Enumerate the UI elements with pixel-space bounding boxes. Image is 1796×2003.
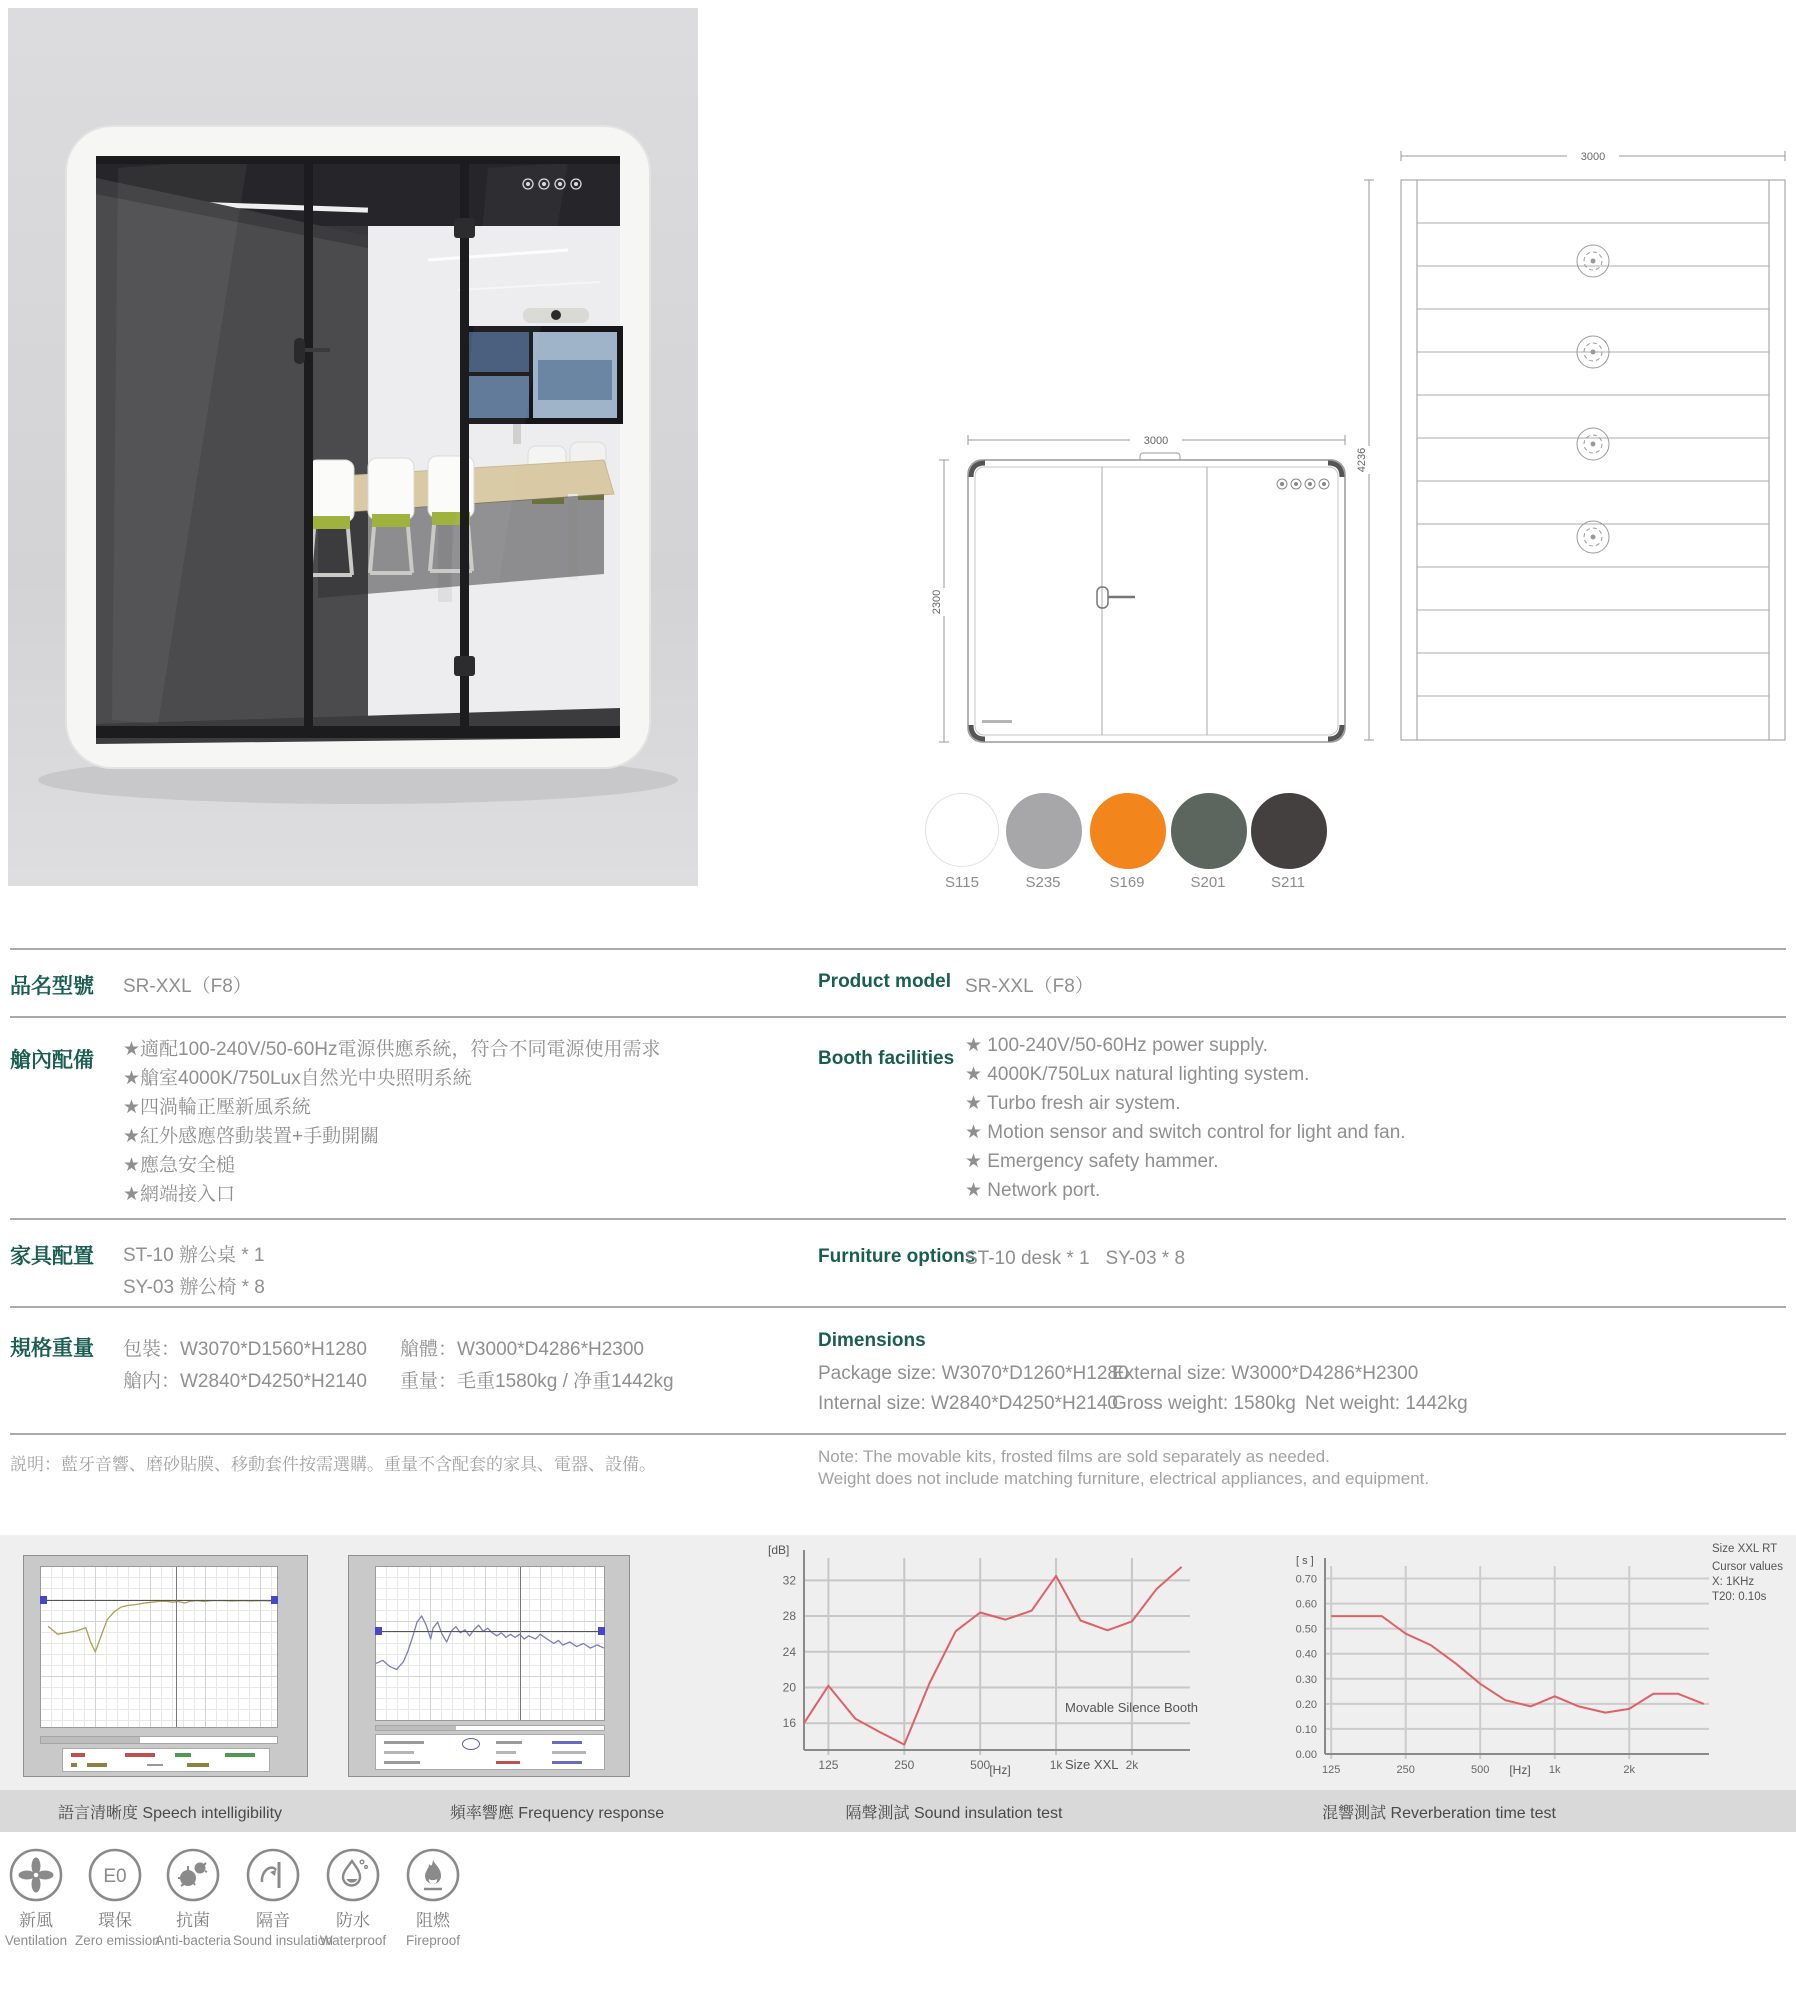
svg-text:2k: 2k — [1125, 1758, 1139, 1772]
facility-item: ★ 100-240V/50-60Hz power supply. — [965, 1035, 1268, 1056]
model-label-zh: 品名型號 — [10, 975, 94, 998]
y-axis-title: [ s ] — [1296, 1555, 1314, 1567]
front-view-drawing — [930, 420, 1360, 750]
cursor-marker — [40, 1596, 47, 1604]
v-cursor — [176, 1567, 177, 1727]
top-depth-dim: 4236 — [1356, 447, 1368, 473]
svg-text:0.50: 0.50 — [1295, 1623, 1317, 1636]
svg-text:500: 500 — [970, 1758, 991, 1772]
fireproof-icon — [406, 1848, 460, 1902]
h-cursor — [41, 1600, 277, 1601]
caption-bar — [0, 1790, 1796, 1832]
svg-text:0.60: 0.60 — [1295, 1598, 1317, 1611]
note-zh: 説明：藍牙音響、磨砂貼膜、移動套件按需選購。重量不含配套的家具、電器、設備。 — [10, 1455, 656, 1474]
dimensions-label-en: Dimensions — [818, 1330, 926, 1351]
furniture-label-en: Furniture options — [818, 1246, 976, 1267]
svg-text:1k: 1k — [1049, 1758, 1063, 1772]
x-axis-title: [Hz] — [1509, 1763, 1531, 1777]
divider — [10, 1433, 1786, 1435]
svg-text:0.20: 0.20 — [1295, 1698, 1317, 1711]
furniture-value-en: ST-10 desk * 1 SY-03 * 8 — [965, 1248, 1186, 1269]
swatch-s235 — [1006, 793, 1082, 869]
cursor-marker — [375, 1627, 382, 1635]
external-size-en: External size: W3000*D4286*H2300 — [1112, 1363, 1419, 1384]
svg-text:0.30: 0.30 — [1295, 1673, 1317, 1686]
model-value-zh: SR-XXL（F8） — [123, 976, 252, 997]
model-value-en: SR-XXL（F8） — [965, 976, 1094, 997]
svg-text:28: 28 — [782, 1609, 796, 1624]
facilities-label-en: Booth facilities — [818, 1048, 955, 1069]
furniture-item: SY-03 辦公椅 * 8 — [123, 1277, 265, 1298]
facilities-list-en — [965, 1034, 1406, 1208]
waterproof-icon — [326, 1848, 380, 1902]
svg-text:E0: E0 — [103, 1866, 127, 1887]
svg-text:2k: 2k — [1623, 1764, 1636, 1776]
badge-sound-insulation: 隔音 Sound insulation — [233, 1848, 313, 1948]
svg-text:24: 24 — [782, 1644, 796, 1659]
badge-waterproof: 防水 Waterproof — [313, 1848, 393, 1948]
caption-speech: 語言清晰度 Speech intelligibility — [57, 1805, 283, 1822]
sound-insulation-icon — [246, 1848, 300, 1902]
cursor-marker — [598, 1627, 605, 1635]
swatch-label: S201 — [1190, 874, 1226, 891]
gross-weight-en: Gross weight: 1580kg — [1112, 1393, 1296, 1414]
divider — [10, 1016, 1786, 1018]
cursor-marker — [271, 1596, 278, 1604]
svg-text:125: 125 — [1322, 1764, 1341, 1776]
swatch-label: S169 — [1109, 874, 1145, 891]
divider — [10, 1218, 1786, 1220]
logo-oval — [462, 1738, 480, 1750]
facilities-list-zh — [123, 1034, 661, 1208]
note-en-2: Weight does not include matching furniture, electrical appliances, and equipment. — [818, 1469, 1430, 1488]
fan-icon — [9, 1848, 63, 1902]
chart-legend — [62, 1748, 270, 1772]
caption-reverberation: 混響測試 Reverberation time test — [1322, 1805, 1556, 1822]
furniture-label-zh: 家具配置 — [10, 1245, 94, 1268]
swatch-label: S115 — [945, 874, 979, 891]
divider — [10, 948, 1786, 950]
model-label-en: Product model — [818, 971, 952, 992]
x-axis-title: [Hz] — [989, 1763, 1011, 1777]
svg-text:125: 125 — [818, 1758, 839, 1772]
package-size-zh: 包裝：W3070*D1560*H1280 — [123, 1339, 367, 1360]
product-photo — [8, 8, 698, 886]
front-width-dim: 3000 — [1143, 435, 1169, 447]
svg-text:32: 32 — [782, 1573, 796, 1588]
divider — [10, 1306, 1786, 1308]
svg-text:500: 500 — [1471, 1764, 1490, 1776]
facility-item: ★ Turbo fresh air system. — [965, 1093, 1181, 1114]
facility-item: ★ Emergency safety hammer. — [965, 1151, 1219, 1172]
front-height-dim: 2300 — [931, 589, 943, 615]
top-width-dim: 3000 — [1580, 151, 1606, 163]
caption-frequency: 頻率響應 Frequency response — [449, 1805, 665, 1822]
badge-ventilation: 新風 Ventilation — [0, 1848, 76, 1948]
e0-icon — [88, 1848, 142, 1902]
y-axis-title: [dB] — [768, 1543, 790, 1557]
package-size-en: Package size: W3070*D1260*H1280 — [818, 1363, 1129, 1384]
svg-text:250: 250 — [894, 1758, 915, 1772]
swatch-s201 — [1171, 793, 1247, 869]
facilities-label-zh: 艙內配備 — [10, 1049, 94, 1072]
facility-item: ★適配100-240V/50-60Hz電源供應系統，符合不同電源使用需求 — [123, 1039, 661, 1060]
svg-text:0.00: 0.00 — [1295, 1749, 1317, 1761]
furniture-item: ST-10 辦公桌 * 1 — [123, 1245, 265, 1266]
h-cursor — [376, 1631, 604, 1632]
chart-info-panel — [375, 1734, 605, 1770]
frequency-response-chart — [348, 1555, 630, 1777]
facility-item: ★艙室4000K/750Lux自然光中央照明系統 — [123, 1068, 472, 1089]
svg-text:1k: 1k — [1548, 1764, 1561, 1776]
facility-item: ★ Motion sensor and switch control for light and fan. — [965, 1122, 1406, 1143]
size-label-zh: 規格重量 — [10, 1337, 94, 1360]
speech-intelligibility-chart — [23, 1555, 308, 1777]
facility-item: ★ Network port. — [965, 1180, 1101, 1201]
svg-text:0.10: 0.10 — [1295, 1723, 1317, 1736]
insulation-annotation: Movable Silence Booth Size XXL — [1065, 1700, 1198, 1772]
swatch-s211 — [1251, 793, 1327, 869]
swatch-s115 — [925, 793, 999, 867]
svg-text:20: 20 — [782, 1680, 796, 1695]
net-weight-en: Net weight: 1442kg — [1305, 1393, 1468, 1414]
note-en-1: Note: The movable kits, frosted films are sold separately as needed. — [818, 1447, 1330, 1466]
swatch-label: S211 — [1271, 874, 1305, 891]
svg-text:250: 250 — [1396, 1764, 1415, 1776]
furniture-list-zh — [123, 1240, 265, 1304]
swatch-s169 — [1090, 793, 1166, 869]
external-size-zh: 艙體：W3000*D4286*H2300 — [400, 1339, 644, 1360]
badge-zero-emission: E0 環保 Zero emission — [75, 1848, 155, 1948]
facility-item: ★ 4000K/750Lux natural lighting system. — [965, 1064, 1310, 1085]
svg-text:0.70: 0.70 — [1295, 1573, 1317, 1586]
scrollbar — [40, 1736, 278, 1744]
swatch-label: S235 — [1025, 874, 1061, 891]
facility-item: ★網端接入口 — [123, 1184, 236, 1205]
top-view-drawing — [1355, 140, 1796, 760]
facility-item: ★應急安全槌 — [123, 1155, 236, 1176]
charts-strip — [0, 1535, 1796, 1790]
caption-insulation: 隔聲測試 Sound insulation test — [845, 1805, 1063, 1822]
scrollbar — [375, 1725, 605, 1731]
facility-item: ★四渦輪正壓新風系統 — [123, 1097, 312, 1118]
svg-text:0.40: 0.40 — [1295, 1648, 1317, 1661]
badge-anti-bacteria: 抗菌 Anti-bacteria — [153, 1848, 233, 1948]
internal-size-en: Internal size: W2840*D4250*H2140 — [818, 1393, 1118, 1414]
weight-zh: 重量：毛重1580kg / 净重1442kg — [400, 1371, 674, 1392]
reverb-legend: Size XXL RT Cursor values X: 1KHz T20: 0.10s — [1712, 1543, 1783, 1603]
internal-size-zh: 艙内：W2840*D4250*H2140 — [123, 1371, 367, 1392]
badge-fireproof: 阻燃 Fireproof — [393, 1848, 473, 1948]
facility-item: ★紅外感應啓動裝置+手動開關 — [123, 1126, 380, 1147]
bacteria-icon — [166, 1848, 220, 1902]
drawing-logo — [982, 720, 1012, 723]
svg-text:16: 16 — [782, 1716, 796, 1731]
v-cursor — [520, 1567, 521, 1720]
